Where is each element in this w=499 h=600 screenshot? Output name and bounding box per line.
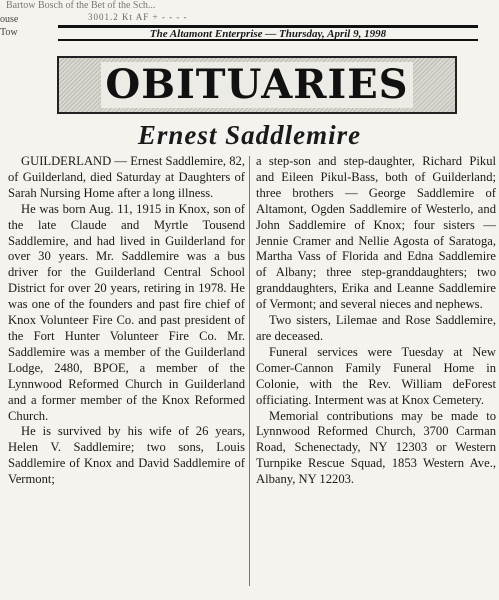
article-column-right — [256, 154, 496, 488]
clipping-fragment-line: Bartow Bosch of the Bet of the Sch... — [6, 0, 156, 11]
obituary-name: Ernest Saddlemire — [137, 120, 362, 150]
article-paragraph: He was born Aug. 11, 1915 in Knox, son of the late Claude and Myrtle Tousend Saddlemire, and had lived in Guilderland for over 30 years. Mr. Saddlemire was a bus driver for the Guilderland Central School District for over 20 years, retiring in 1978. He was one of the founders and past fire chief of Knox Volunteer Fire Co. and past president of the Fort Hunter Volunteer Fire Co. Mr. Saddlemire was a member of the Guilderland Lodge, 2480, BPOE, a member of the Lynnwood Reformed Church in Guilderland and a former member of the Knox Reformed Church. — [8, 201, 245, 423]
section-title: OBITUARIES — [101, 62, 412, 108]
article-column-left — [8, 154, 245, 488]
section-banner — [57, 56, 457, 114]
clipping-fragment-line: Tow — [0, 27, 18, 38]
scan-mark: 3001.2 Kt AF + - - - - — [88, 12, 188, 22]
article-paragraph: Funeral services were Tuesday at New Comer-Cannon Family Funeral Home in Colonie, with the Rev. William deForest officiating. Interment was at Knox Cemetery. — [256, 344, 496, 407]
article-paragraph: He is survived by his wife of 26 years, Helen V. Saddlemire; two sons, Louis Saddlemire of Knox and David Saddlemire of Vermont; — [8, 424, 245, 487]
column-divider — [249, 156, 250, 586]
article-paragraph: Memorial contributions may be made to Lynnwood Reformed Church, 3700 Carman Road, Schenectady, NY 12303 or Western Turnpike Rescue Squad, 1853 Western Ave., Albany, NY 12203. — [256, 408, 496, 487]
masthead-dateline: The Altamont Enterprise — Thursday, April 9, 1998 — [149, 27, 387, 40]
article-paragraph: Two sisters, Lilemae and Rose Saddlemire, are deceased. — [256, 313, 496, 343]
clipping-fragment-line: ouse — [0, 14, 19, 25]
article-paragraph: a step-son and step-daughter, Richard Pikul and Eileen Pikul-Bass, both of Guilderland; three brothers — George Saddlemire of Altamont, Ogden Saddlemire of Westerlo, and John Saddlemire of Knox; four sisters — Jennie Cramer and Nellie Agosta of Saratoga, Martha Vass of Florida and Edna Saddlemire of Albany; three step-granddaughters; two granddaughters, Erika and Leanne Saddlemire of Vermont; and several nieces and nephews. — [256, 154, 496, 312]
masthead-rule — [58, 25, 478, 41]
article-paragraph: GUILDERLAND — Ernest Saddlemire, 82, of Guilderland, died Saturday at Daughters of Sarah Nursing Home after a long illness. — [8, 154, 245, 200]
